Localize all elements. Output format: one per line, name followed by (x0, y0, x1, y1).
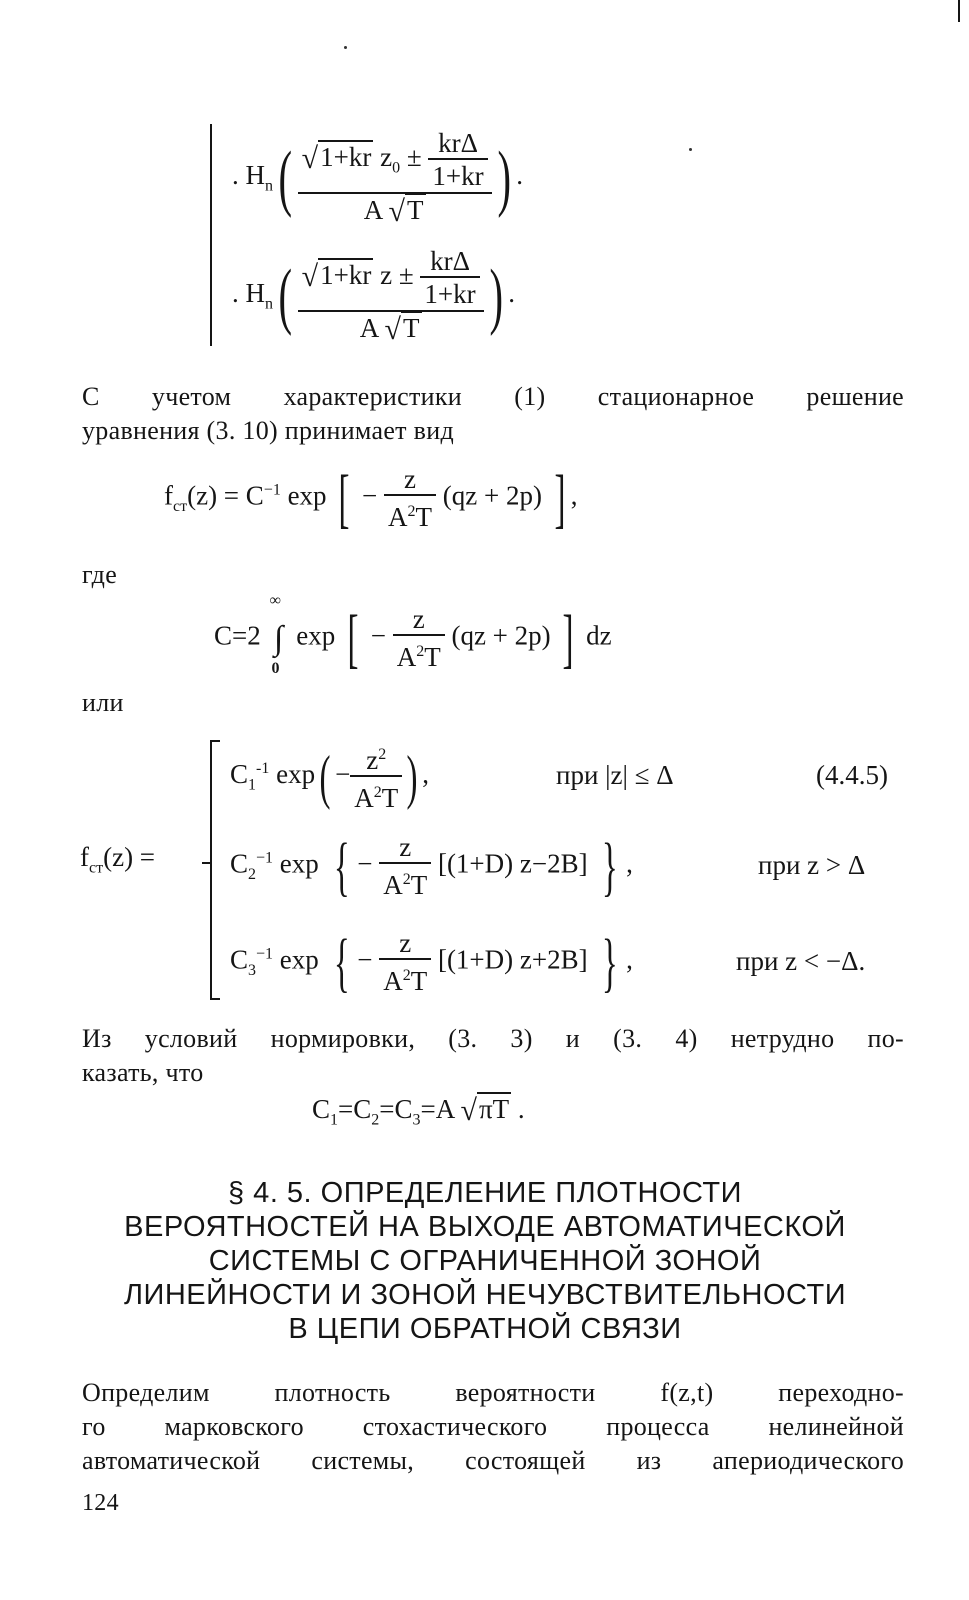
equation-number: (4.4.5) (816, 760, 888, 790)
h-formula-line2: . $H_n$( √1+kr z ± $\frac{\text{krΔ}}{1+kr}$ A √T ) . (232, 246, 516, 346)
root: √1+kr (301, 142, 372, 176)
h-symbol: H (245, 160, 265, 191)
right-paren: ) (497, 137, 511, 219)
page-number: 124 (82, 1490, 119, 1516)
formula-fst: $f_{ст}(z) = C^{-1}$ exp [ − $\frac{z}{A^2T}$ (qz + 2p) ] , (164, 461, 578, 535)
formula-c-equal: $C_1=C_2=C_3=A$ √πT . (312, 1094, 525, 1129)
para3-line3: автоматической системы, состоящей из апериодического (82, 1446, 904, 1475)
left-bar (210, 124, 212, 346)
heading-line: ВЕРОЯТНОСТЕЙ НА ВЫХОДЕ АВТОМАТИЧЕСКОЙ (124, 1211, 846, 1243)
outer-fraction: √1+kr $z_0$ ± $\frac{\text{krΔ}}{1+kr}$ A √T (298, 128, 492, 228)
pm-sign: ± (398, 260, 414, 291)
case-3-condition: при z < −Δ. (736, 946, 866, 976)
h-formula-line1: . $H_n$( √1+kr $z_0$ ± $\frac{\text{krΔ}}{1+kr}$ A √T ) . (232, 128, 524, 228)
case-3: $C_3^{-1}$ exp { − $\frac{z}{A^2T}$ [(1+D) z+2B] } , (230, 925, 633, 999)
case-1-condition: при |z| ≤ Δ (556, 760, 674, 790)
left-paren: ( (278, 255, 293, 337)
para2-line2: казать, что (82, 1058, 204, 1087)
print-speck (344, 46, 347, 49)
left-paren: ( (278, 137, 293, 219)
para1-line2: уравнения (3. 10) принимает вид (82, 416, 454, 445)
right-paren: ) (489, 255, 503, 337)
para3-line1: Определим плотность вероятности f(z,t) переходно- (82, 1378, 904, 1407)
outer-fraction: √1+kr z ± $\frac{\text{krΔ}}{1+kr}$ A √T (298, 246, 484, 346)
case-2-condition: при z > Δ (758, 850, 866, 880)
or-label: или (82, 688, 124, 717)
h-sub: n (265, 177, 273, 195)
heading-line: В ЦЕПИ ОБРАТНОЙ СВЯЗИ (288, 1313, 682, 1345)
print-speck (689, 148, 692, 151)
inner-fraction: $\frac{\text{krΔ}}{1+kr}$ (428, 128, 487, 192)
heading-line: ЛИНЕЙНОСТИ И ЗОНОЙ НЕЧУВСТВИТЕЛЬНОСТИ (123, 1279, 847, 1311)
where-label: где (82, 560, 118, 589)
formula-c: C=2 ∞ ∫ 0 exp [ − $\frac{z}{A^2T}$ (qz + 2p) ] dz (214, 591, 612, 677)
para3-line2: го марковского стохастического процесса нелинейной (82, 1412, 904, 1441)
inner-fraction: $\frac{\text{krΔ}}{1+kr}$ (420, 246, 479, 310)
var-sub: 0 (392, 159, 401, 177)
piecewise-lhs: $f_{ст}(z)$ = (80, 842, 156, 877)
heading-line: СИСТЕМЫ С ОГРАНИЧЕННОЙ ЗОНОЙ (208, 1245, 762, 1277)
brace-mid (202, 862, 212, 864)
h-sub: n (265, 295, 273, 313)
pm-sign: ± (406, 142, 422, 173)
para2-line1: Из условий нормировки, (3. 3) и (3. 4) нетрудно по- (82, 1024, 904, 1053)
var: z (380, 260, 393, 291)
dot: . (232, 278, 239, 309)
page-edge-mark (958, 0, 960, 22)
case-1: $C_1^{-1}$ exp( − $\frac{z^2}{A^2T}$ ) , (230, 744, 430, 813)
para1-line1: С учетом характеристики (1) стационарное решение (82, 382, 904, 411)
case-2: $C_2^{-1}$ exp { − $\frac{z}{A^2T}$ [(1+D) z−2B] } , (230, 829, 633, 903)
case-brace (210, 740, 212, 1000)
h-symbol: H (245, 278, 265, 309)
brace-bottom (210, 998, 220, 1000)
root: √1+kr (301, 260, 372, 294)
var: z (380, 142, 393, 173)
section-heading (60, 1176, 910, 1346)
brace-top (210, 740, 220, 742)
heading-line: § 4. 5. ОПРЕДЕЛЕНИЕ ПЛОТНОСТИ (228, 1177, 742, 1209)
dot: . (232, 160, 239, 191)
